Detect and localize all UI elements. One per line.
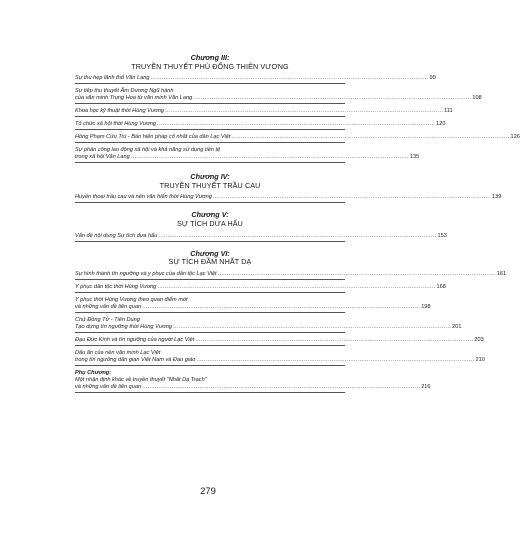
entry-last-line: [75, 270, 507, 278]
entry-title-line: Y phục thời Hùng Vương theo quan điểm mới: [75, 296, 188, 303]
toc-entry: [75, 133, 520, 143]
entry-last-line: [75, 108, 453, 115]
entry-last-line: [75, 232, 447, 240]
entry-title-line: Sự thu hẹp lãnh thổ Văn Lang: [75, 75, 150, 82]
chapter-subtitle: TRUYỀN THUYẾT TRẦU CAU: [159, 180, 261, 190]
entry-title-line: Đạo Đức Kinh và tín ngưỡng của người Lạc Việt: [75, 336, 195, 343]
dot-leader: ......................................................................................................................................................: [157, 121, 436, 128]
toc-entry: [75, 232, 447, 242]
entry-title-line: Tổ chức xã hội thời Hùng Vương: [75, 121, 157, 128]
entry-title-line: Hồng Phạm Cửu Trù - Bản hiến pháp cổ nhất của dân Lạc Việt: [75, 134, 231, 141]
entry-title-line: trong tín ngưỡng dân gian Việt Nam và Đạo giáo: [75, 356, 196, 363]
entry-page-number: 168: [436, 283, 446, 290]
entry-last-line: [75, 356, 485, 364]
toc-entry: [75, 120, 446, 130]
chapter-subtitle: SỰ TÍCH DƯA HẤU: [177, 218, 243, 228]
dot-leader: ......................................................................................................................................................: [164, 108, 444, 115]
entry-page-number: 111: [444, 108, 453, 115]
entry-page-number: 139: [492, 194, 502, 201]
dot-leader: ......................................................................................................................................................: [142, 383, 421, 390]
entry-title-line: và những vấn đề liên quan: [75, 383, 142, 390]
chapter-heading: [75, 173, 345, 190]
entry-last-line: [75, 121, 446, 128]
chapter-title: Chương III:: [190, 53, 230, 62]
toc-entry: [75, 270, 507, 280]
chapter-heading: [75, 54, 345, 71]
entry-title-line: Khoa học kỹ thuật thời Hùng Vương: [75, 108, 164, 115]
entry-last-line: [75, 154, 420, 161]
entry-last-line: [75, 194, 502, 201]
dot-leader: ......................................................................................................................................................: [157, 283, 436, 290]
chapter-subtitle: SỰ TÍCH ĐẦM NHẤT DẠ: [168, 257, 252, 267]
toc-entry: [75, 146, 420, 163]
entry-title-line: Sự phân công lao động xã hội và khả năng sử dụng tiền tệ: [75, 147, 221, 154]
entry-last-line: [75, 383, 431, 391]
dot-leader: ......................................................................................................................................................: [196, 356, 475, 363]
entry-title-line: Chử Đồng Tử - Tiên Dung: [75, 316, 140, 323]
entry-last-line: [75, 95, 482, 102]
entry-page-number: 201: [452, 323, 462, 330]
entry-title-line: Một nhận định khác về truyền thuyết "Nhất Dạ Trạch": [75, 376, 207, 383]
chapter-subtitle: TRUYỀN THUYẾT PHÙ ĐỔNG THIÊN VƯƠNG: [131, 61, 289, 71]
dot-leader: ......................................................................................................................................................: [158, 232, 437, 239]
entry-title-line: của văn minh Trung Hoa từ văn minh Văn Lang: [75, 95, 193, 102]
toc-entry: [75, 74, 436, 84]
chapter-title: Chương IV:: [190, 172, 230, 182]
entry-page-number: 203: [474, 336, 484, 343]
toc-entry: [75, 193, 502, 203]
toc-entry: [75, 283, 446, 293]
dot-leader: ......................................................................................................................................................: [172, 323, 452, 330]
chapter-title: Chương V:: [191, 210, 229, 220]
entry-page-number: 108: [472, 95, 482, 102]
entry-title-line: Sự tiếp thu thuyết Âm Dương Ngũ hành: [75, 88, 174, 95]
dot-leader: ......................................................................................................................................................: [195, 336, 474, 343]
entry-title-line: Sự hình thành tín ngưỡng và y phục của dân tộc Lạc Việt: [75, 270, 217, 277]
entry-title-line: và những vấn đề liên quan: [75, 303, 142, 310]
entry-page-number: 135: [409, 154, 420, 161]
entry-page-number: 99: [429, 75, 436, 82]
entry-title-line: Tạo dựng tín ngưỡng thời Hùng Vương: [75, 323, 172, 330]
entry-title-line: Dấu ấn của nền văn minh Lạc Việt: [75, 349, 161, 356]
entry-last-line: [75, 303, 431, 311]
toc-entry: [75, 87, 482, 104]
entry-title-line: Vấn đề nội dung Sự tích dưa hấu: [75, 232, 158, 239]
entry-page-number: 126: [510, 134, 520, 141]
page-number: 279: [200, 486, 216, 497]
dot-leader: ......................................................................................................................................................: [231, 134, 510, 141]
entry-page-number: 153: [437, 232, 447, 239]
dot-leader: ......................................................................................................................................................: [193, 95, 472, 102]
dot-leader: ......................................................................................................................................................: [217, 270, 496, 277]
entry-title-line: Huyền thoại trầu cau và nền văn hiến thời Hùng Vương: [75, 194, 212, 201]
toc-entry: [75, 349, 485, 366]
dot-leader: ......................................................................................................................................................: [212, 194, 491, 201]
entry-page-number: 120: [436, 121, 446, 128]
toc-entry: [75, 107, 453, 117]
entry-last-line: [75, 323, 462, 331]
toc-entry: [75, 316, 462, 333]
toc-entry: [75, 336, 484, 346]
entry-page-number: 161: [496, 270, 507, 277]
entry-last-line: [75, 75, 436, 82]
entry-page-number: 198: [421, 303, 431, 310]
toc-entry: [75, 369, 431, 393]
appendix-label: Phụ Chương:: [75, 369, 112, 376]
dot-leader: ......................................................................................................................................................: [142, 303, 421, 310]
entry-page-number: 216: [421, 383, 431, 390]
chapter-heading: [75, 250, 345, 267]
entry-last-line: [75, 336, 484, 344]
entry-title-line: Y phục dân tộc thời Hùng Vương: [75, 283, 157, 290]
dot-leader: ......................................................................................................................................................: [150, 75, 429, 82]
toc-entry: [75, 296, 431, 313]
chapter-heading: [75, 211, 345, 228]
entry-last-line: [75, 283, 446, 291]
entry-page-number: 210: [475, 356, 485, 363]
dot-leader: ......................................................................................................................................................: [130, 154, 409, 161]
table-of-contents: [75, 53, 520, 393]
entry-last-line: [75, 134, 520, 141]
chapter-title: Chương VI:: [190, 248, 230, 258]
entry-title-line: trong xã hội Văn Lang: [75, 154, 130, 161]
